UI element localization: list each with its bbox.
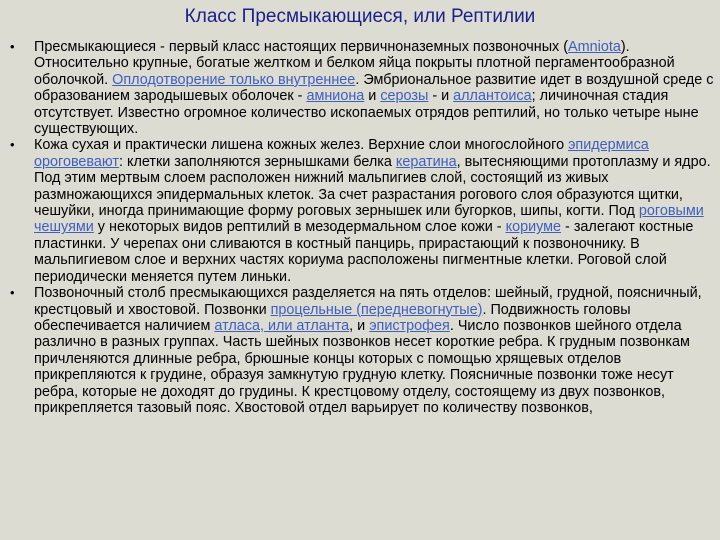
bullet-marker: • [10,39,15,54]
term-link[interactable]: атласа, или атланта [214,317,350,334]
paragraph-text: - и [428,88,454,105]
paragraph-text: , и [349,317,370,334]
bullet-marker: • [10,285,15,301]
paragraph-text: у некоторых видов рептилий в мезодермальном слое кожи - [93,219,506,236]
term-link[interactable]: Оплодотворение только внутреннее [112,71,356,88]
term-link[interactable]: эпидермиса ороговевают [34,137,649,170]
paragraph-text: ). Относительно крупные, богатые желтком и белком яйца покрыты плотной пергаментообразной оболочкой. [34,39,675,88]
term-link[interactable]: эпистрофея [369,317,450,334]
paragraph-text: ; личиночная стадия отсутствует. Известно огромное количество ископаемых отрядов рептилий, но только четыре ныне существующих. [34,88,699,138]
paragraph-text: Позвоночный столб пресмыкающихся разделяется на пять отделов: шейный, грудной, поясничный, крестцовый и хвостовой. Позвонки [34,285,702,318]
paragraph-text: : клетки заполняются зернышками белка [119,153,396,170]
term-link[interactable]: процельные (передневогнутые) [270,301,483,318]
paragraph-text: . Подвижность головы обеспечивается наличием [34,301,631,334]
paragraph-text: . Число позвонков шейного отдела различно в разных группах. Часть шейных позвонков несет короткие ребра. К грудным позвонкам причленяются длинные ребра, брюшные концы которых с помощью хрящевых отделов прикрепляются к грудине, образуя замкнутую грудную клетку. Поясничные позвонки тоже несут ребра, которые не доходят до грудины. К крестцовому отделу, состоящему из двух позвонков, прикрепляется тазовый пояс. Хвостовой отдел варьирует по количеству позвонков, [34,317,690,416]
bullet-paragraph [8,39,714,137]
paragraph-text: , вытесняющими протоплазму и ядро. Под этим мертвым слоем расположен нижний мальпигиев слой, состоящий из живых размножающихся эпидермальных клеток. За счет разрастания рогового слоя образуются щитки, чешуйки, иногда принимающие форму роговых зернышек или бугорков, шипы, когти. Под [34,153,711,220]
bullet-paragraph [8,137,714,285]
term-link[interactable]: Amniota [568,39,621,55]
slide-title: Класс Пресмыкающиеся, или Рептилии [184,6,536,27]
bullet-paragraph [8,285,714,416]
bullet-marker: • [10,137,15,153]
paragraph-text: - залегают костные пластинки. У черепах они сливаются в костный панцирь, прирастающий к позвоночнику. В мальпигиевом слое и верхних частях кориума расположены пигментные клетки. Роговой слой периодически меняется путем линьки. [34,219,694,285]
paragraph-text: и [364,88,381,105]
term-link[interactable]: кориуме [505,219,562,236]
term-link[interactable]: роговыми чешуями [34,203,704,236]
paragraph-text: Пресмыкающиеся - первый класс настоящих первичноназемных позвоночных ( [34,39,569,55]
paragraph-text: . Эмбриональное развитие идет в воздушной среде с образованием зародышевых оболочек - [34,71,714,105]
term-link[interactable]: серозы [380,88,429,105]
term-link[interactable]: амниона [306,88,365,105]
bullet-list [8,39,714,416]
paragraph-text: Кожа сухая и практически лишена кожных желез. Верхние слои многослойного [34,137,569,154]
term-link[interactable]: аллантоиса [453,88,532,105]
term-link[interactable]: кератина [395,153,457,170]
